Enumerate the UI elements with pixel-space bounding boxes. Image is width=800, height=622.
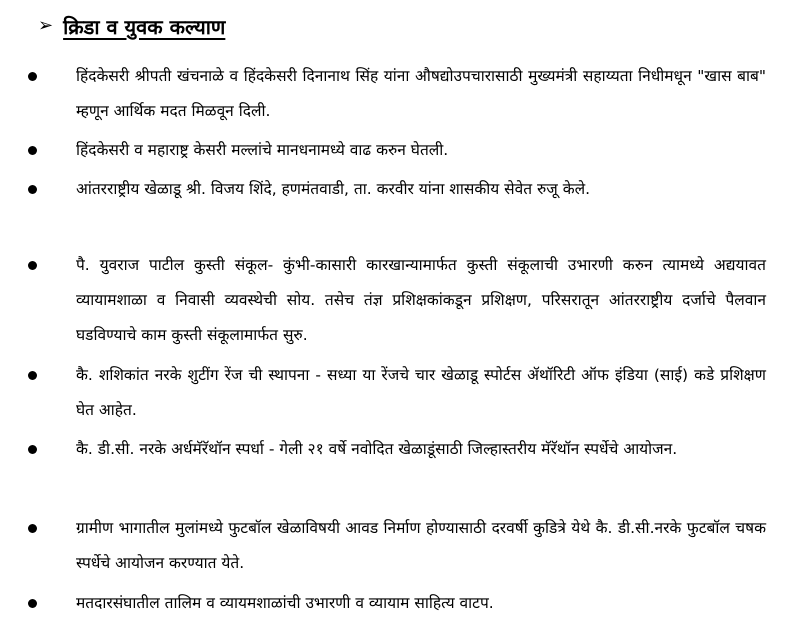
list-item-text: आंतरराष्ट्रीय खेळाडू श्री. विजय शिंदे, हणमंतवाडी, ता. करवीर यांना शासकीय सेवेत रुजू केले.	[76, 180, 591, 198]
bullet-dot-icon	[28, 72, 37, 81]
bullet-dot-icon	[28, 445, 37, 454]
bullet-dot-icon	[28, 524, 37, 533]
list-item-text: हिंदकेसरी व महाराष्ट्र केसरी मल्लांचे मानधनामध्ये वाढ करुन घेतली.	[76, 141, 449, 159]
list-item-text: ग्रामीण भागातील मुलांमध्ये फुटबॉल खेळाविषयी आवड निर्माण होण्यासाठी दरवर्षी कुडित्रे येथे कै. डी.सी.नरके फुटबॉल चषक स्पर्धेचे आयोजन करण्यात येते.	[76, 519, 766, 572]
list-item-text: हिंदकेसरी श्रीपती खंचनाळे व हिंदकेसरी दिनानाथ सिंह यांना औषद्योउपचारासाठी मुख्यमंत्री सहाय्यता निधीमधून "खास बाब" म्हणून आर्थिक मदत मिळवून दिली.	[76, 67, 766, 120]
list-item-text: कै. डी.सी. नरके अर्धमॅरॅथॉन स्पर्धा - गेली २१ वर्षे नवोदित खेळाडूंसाठी जिल्हास्तरीय मॅरॅथॉन स्पर्धेचे आयोजन.	[76, 440, 678, 458]
list-item-text: पै. युवराज पाटील कुस्ती संकूल- कुंभी-कासारी कारखान्यामार्फत कुस्ती संकूलाची उभारणी करुन त्यामध्ये अद्ययावत व्यायामशाळा व निवासी व्यवस्थेची सोय. तसेच तंज्ञ प्रशिक्षकांकडून प्रशिक्षण, परिसरातून आंतरराष्ट्रीय दर्जाचे पैलवान घडविण्याचे काम कुस्ती संकूलामार्फत सुरु.	[76, 256, 766, 344]
bullet-dot-icon	[28, 261, 37, 270]
bullet-dot-icon	[28, 146, 37, 155]
bullet-dot-icon	[28, 185, 37, 194]
arrow-bullet-icon: ➢	[38, 15, 54, 36]
bullet-dot-icon	[28, 371, 37, 380]
list-item-text: मतदारसंघातील तालिम व व्यायमशाळांची उभारणी व व्यायाम साहित्य वाटप.	[76, 594, 494, 612]
bullet-dot-icon	[28, 599, 37, 608]
section-title: क्रिडा व युवक कल्याण	[63, 14, 226, 39]
list-item-text: कै. शशिकांत नरके शुटींग रेंज ची स्थापना - सध्या या रेंजचे चार खेळाडू स्पोर्टस ॲथॉरिटी ऑफ इंडिया (साई) कडे प्रशिक्षण घेत आहेत.	[76, 366, 766, 419]
section-heading	[38, 10, 225, 42]
